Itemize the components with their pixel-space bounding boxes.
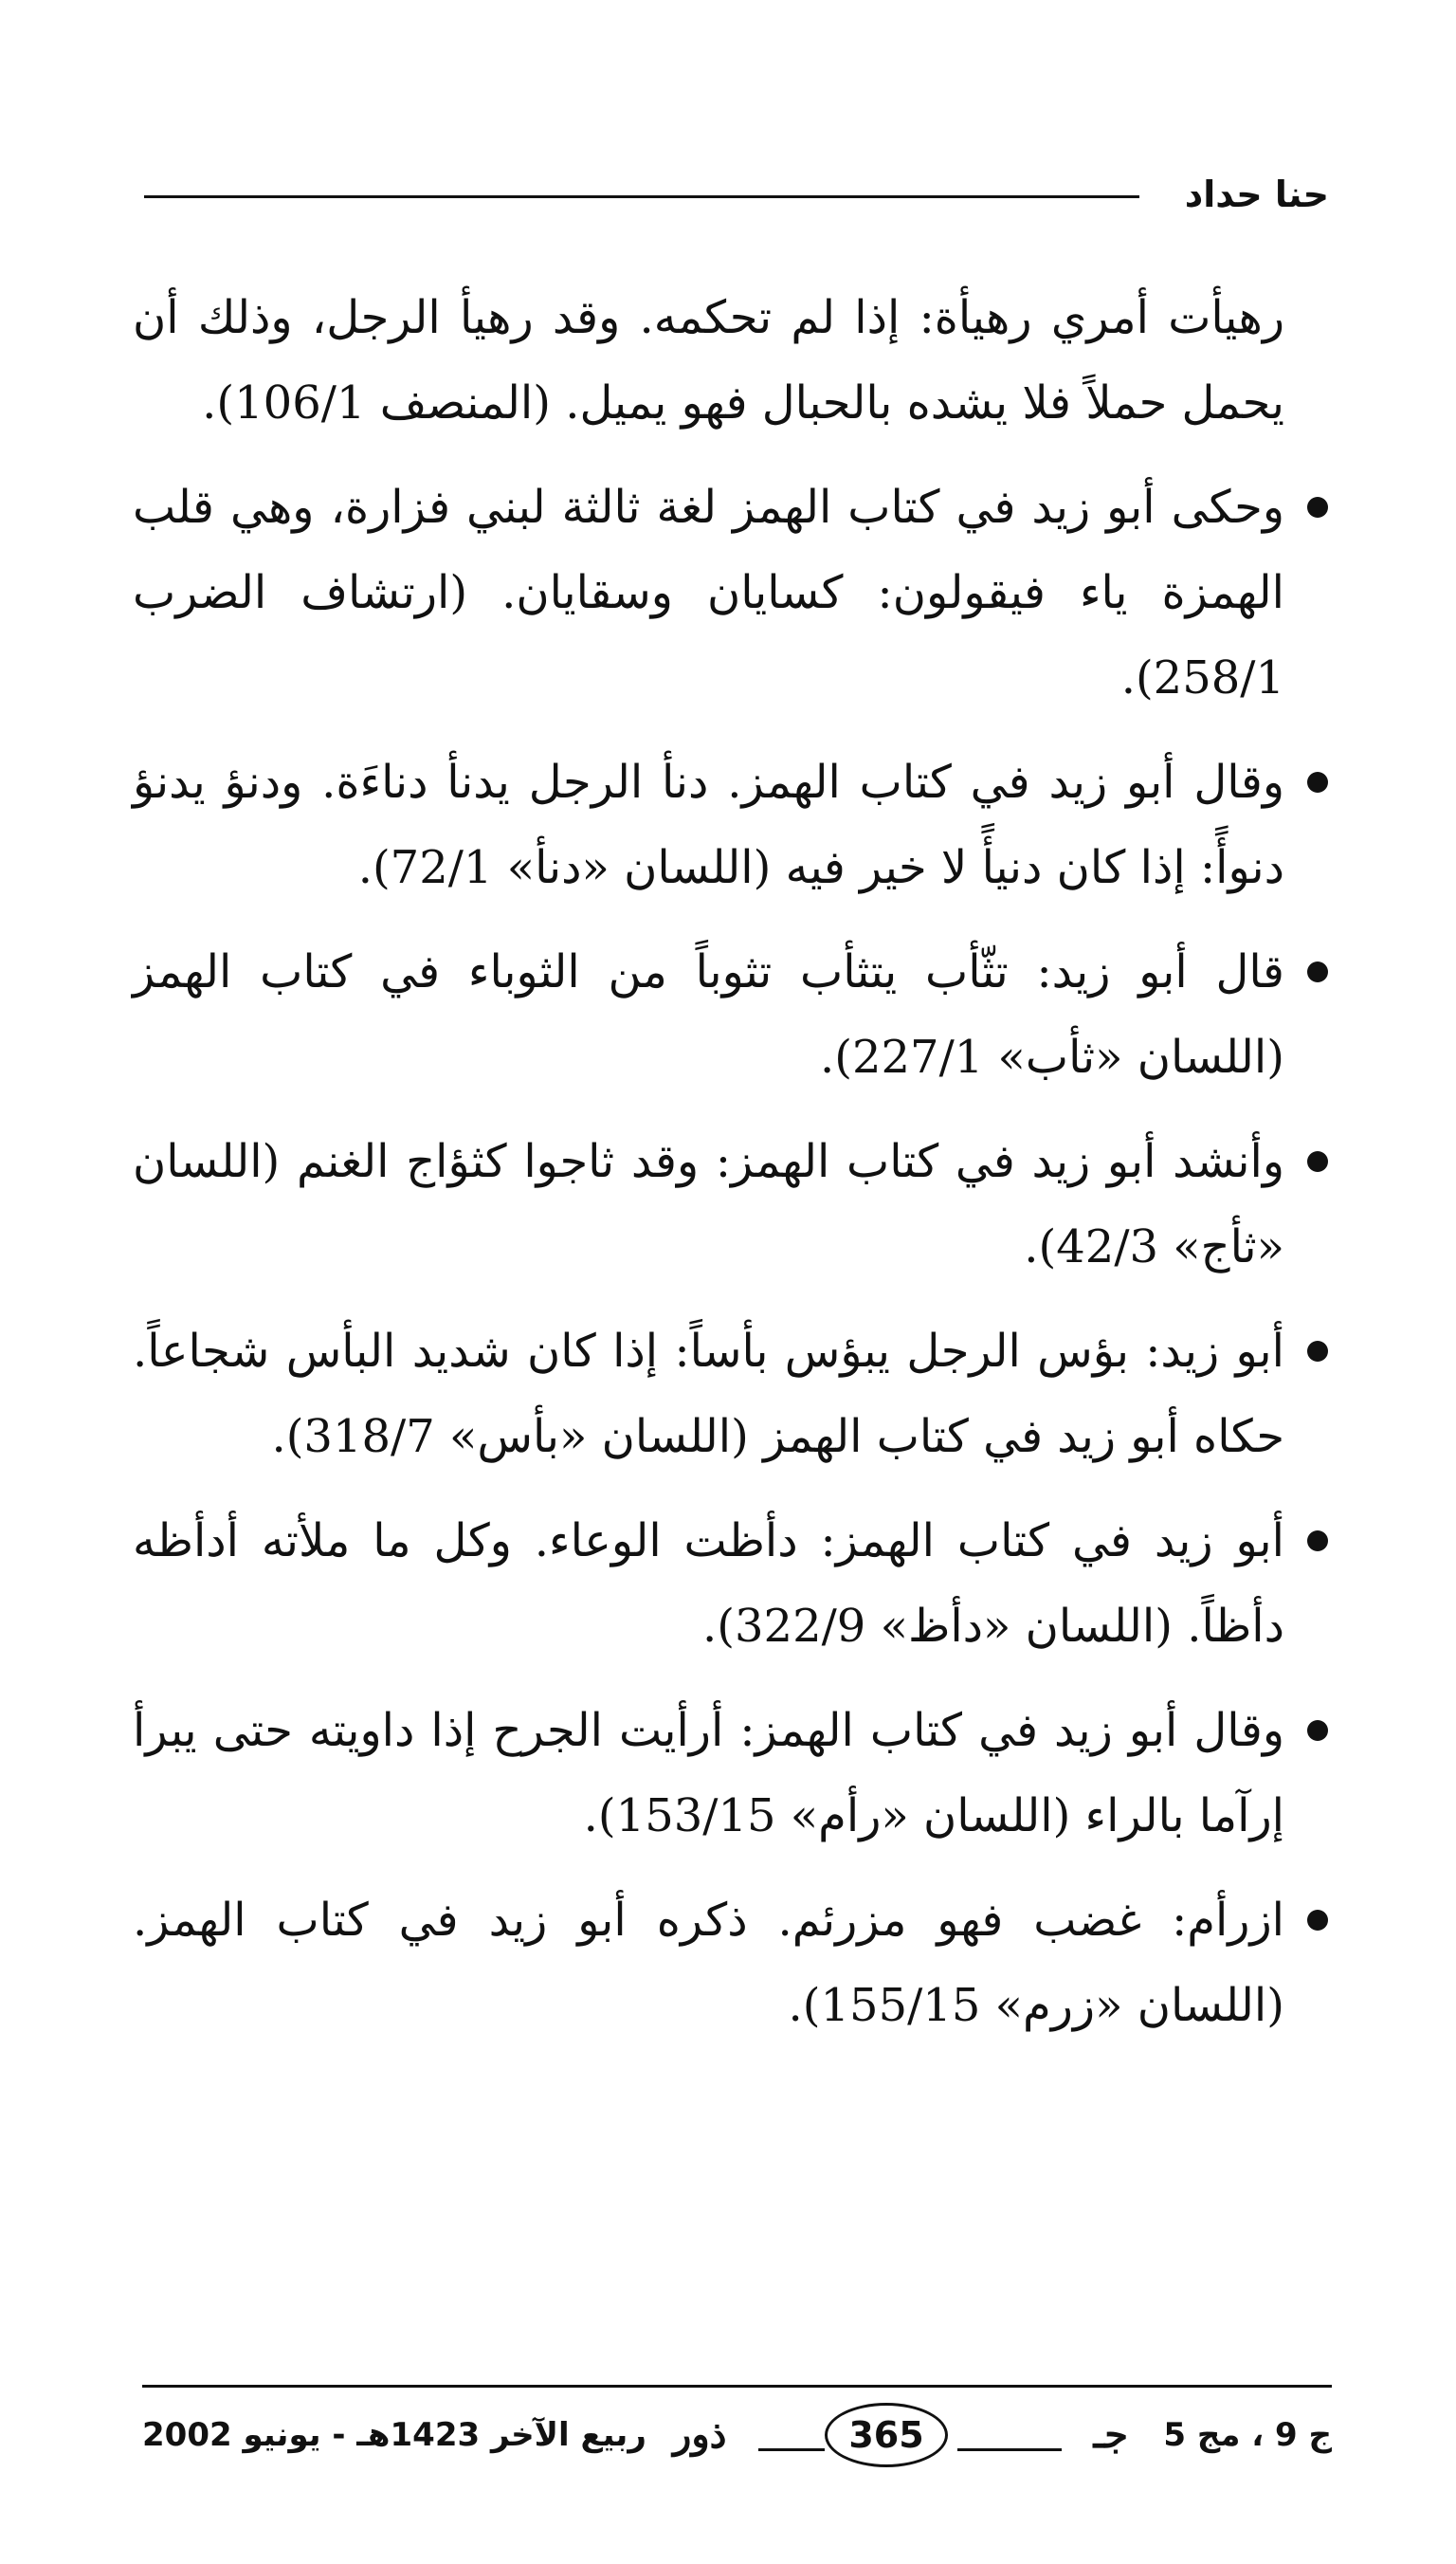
entry-text: ازرأم: غضب فهو مزرئم. ذكره أبو زيد في كتاب الهمز. (اللسان «زرم» 155/15). (133, 1894, 1284, 2032)
bullet-icon (1307, 772, 1328, 793)
list-item (133, 1119, 1284, 1290)
page-footer (142, 2399, 1332, 2484)
bullet-icon (1307, 1341, 1328, 1362)
journal-name-left: ذور (673, 2412, 727, 2457)
list-item (133, 929, 1284, 1100)
footer-date: ربيع الآخر 1423هـ - يونيو 2002 (142, 2416, 646, 2454)
list-item (133, 740, 1284, 910)
journal-tail-right (957, 2448, 1062, 2451)
entry-text: أبو زيد: بؤس الرجل يبؤس بأساً: إذا كان شديد البأس شجاعاً. حكاه أبو زيد في كتاب الهمز (اللسان «بأس» 318/7). (133, 1325, 1284, 1463)
journal-name-right: جـ (1093, 2412, 1128, 2457)
body-text (133, 275, 1284, 2067)
bullet-icon (1307, 497, 1328, 518)
page-number: 365 (825, 2403, 948, 2467)
bullet-icon (1307, 1530, 1328, 1551)
list-item (133, 1688, 1284, 1859)
entry-text: أبو زيد في كتاب الهمز: دأظت الوعاء. وكل ما ملأته أدأظه دأظاً. (اللسان «دأظ» 322/9). (133, 1514, 1284, 1653)
footer-rule (142, 2385, 1332, 2388)
entry-text: وحكى أبو زيد في كتاب الهمز لغة ثالثة لبني فزارة، وهي قلب الهمزة ياء فيقولون: كسايان وسقايان. (ارتشاف الضرب 258/1). (133, 481, 1284, 705)
footer-issue: ج 9 ، مج 5 (1163, 2416, 1332, 2454)
entry-text: وقال أبو زيد في كتاب الهمز. دنأ الرجل يدنأ دناءَة. ودنؤ يدنؤ دنوأً: إذا كان دنيأً لا خير فيه (اللسان «دنأ» 72/1). (133, 756, 1284, 894)
journal-logo (673, 2399, 1128, 2475)
journal-tail-left (758, 2448, 825, 2451)
entry-text: وقال أبو زيد في كتاب الهمز: أرأيت الجرح إذا داويته حتى يبرأ إرآما بالراء (اللسان «رأم» 153/15). (133, 1704, 1284, 1842)
bullet-icon (1307, 1151, 1328, 1172)
list-item (133, 1309, 1284, 1479)
entry-text: قال أبو زيد: تثّأب يتثأب تثوباً من الثوباء في كتاب الهمز (اللسان «ثأب» 227/1). (133, 945, 1284, 1084)
running-header (144, 161, 1329, 228)
bullet-icon (1307, 962, 1328, 982)
list-item (133, 465, 1284, 721)
entry-text: وأنشد أبو زيد في كتاب الهمز: وقد ثاجوا كثؤاج الغنم (اللسان «ثأج» 42/3). (133, 1135, 1284, 1273)
list-item (133, 1498, 1284, 1669)
header-rule (144, 195, 1139, 198)
header-author: حنا حداد (1184, 174, 1329, 215)
bullet-icon (1307, 1720, 1328, 1741)
list-item (133, 1877, 1284, 2048)
bullet-icon (1307, 1910, 1328, 1931)
intro-paragraph: رهيأت أمري رهيأة: إذا لم تحكمه. وقد رهيأ الرجل، وذلك أن يحمل حملاً فلا يشده بالحبال فهو يميل. (المنصف 106/1). (133, 291, 1284, 430)
